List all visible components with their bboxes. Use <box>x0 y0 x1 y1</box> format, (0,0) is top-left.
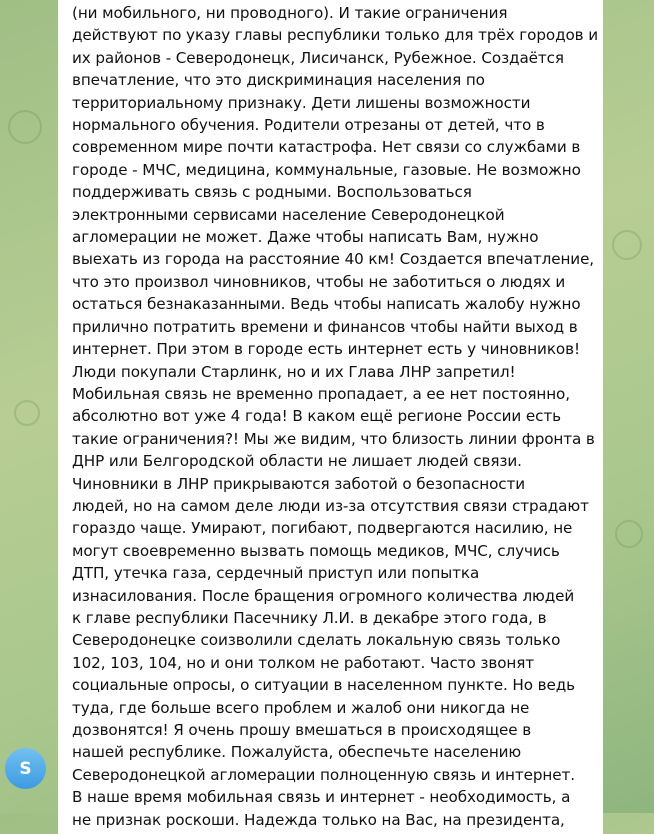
message-line: 102, 103, 104, но и они толком не работают. Часто звонят <box>72 653 535 672</box>
message-line: городе - МЧС, медицина, коммунальные, газовые. Не возможно <box>72 160 581 179</box>
message-line: (ни мобильного, ни проводного). И такие ограничения <box>72 4 508 22</box>
message-line: Чиновники в ЛНР прикрываются заботой о безопасности <box>72 474 526 493</box>
message-line: интернет. При этом в городе есть интернет есть у чиновников! <box>72 340 580 359</box>
message-line: впечатление, что это дискриминация населения по <box>72 71 485 90</box>
message-line: прилично потратить времени и финансов чтобы найти выход в <box>72 317 578 336</box>
message-line: не признак роскоши. Надежда только на Вас, на президента, <box>72 810 565 829</box>
message-line: территориальному признаку. Дети лишены возможности <box>72 93 531 112</box>
message-line: Северодонецке соизволили сделать локальную связь только <box>72 631 561 650</box>
message-line: Мобильная связь не временно пропадает, а ее нет постоянно, <box>72 384 570 403</box>
message-line: ДТП, утечка газа, сердечный приступ или попытка <box>72 564 480 583</box>
message-line: остаться безнаказанными. Ведь чтобы написать жалобу нужно <box>72 295 581 314</box>
message-line: поддерживать связь с родными. Воспользоваться <box>72 183 472 202</box>
sender-avatar[interactable] <box>5 748 46 789</box>
message-line: гораздо чаще. Умирают, погибают, подвергаются насилию, не <box>72 519 573 538</box>
message-line: современном мире почти катастрофа. Нет связи со службами в <box>72 138 581 157</box>
background-doodle <box>612 230 642 260</box>
message-line: могут своевременно вызвать помощь медиков, МЧС, случись <box>72 541 560 560</box>
message-line: действуют по указу главы республики только для трёх городов и <box>72 26 599 45</box>
message-line: агломерации не может. Даже чтобы написать Вам, нужно <box>72 228 539 247</box>
message-line: их районов - Северодонецк, Лисичанск, Рубежное. Создаётся <box>72 48 564 67</box>
message-line: нормального обучения. Родители отрезаны от детей, что в <box>72 116 545 135</box>
message-line: социальные опросы, о ситуации в населенном пункте. Но ведь <box>72 676 575 695</box>
message-line: людей, но на самом деле люди из-за отсутствия связи страдают <box>72 496 589 515</box>
avatar-initial: S <box>19 758 32 779</box>
background-doodle <box>14 400 40 426</box>
message-line: электронными сервисами население Северодонецкой <box>72 205 505 224</box>
message-line: абсолютно вот уже 4 года! В каком ещё регионе России есть <box>72 407 561 426</box>
message-line: В наше время мобильная связь и интернет - необходимость, а <box>72 788 571 807</box>
message-text <box>72 2 612 831</box>
message-line: Северодонецкой агломерации полноценную связь и интернет. <box>72 765 575 784</box>
message-line: к главе республики Пасечнику Л.И. в декабре этого года, в <box>72 608 547 627</box>
message-line: что это произвол чиновников, чтобы не заботиться о людях и <box>72 272 566 291</box>
background-doodle <box>615 520 643 548</box>
message-line: ДНР или Белгородской области не лишает людей связи. <box>72 452 522 471</box>
message-line: выехать из города на расстояние 40 км! Создается впечатление, <box>72 250 595 269</box>
message-line: туда, где больше всего проблем и жалоб они никогда не <box>72 698 530 717</box>
message-line: нашей республике. Пожалуйста, обеспечьте населению <box>72 743 522 762</box>
message-line: дозвонятся! Я очень прошу вмешаться в происходящее в <box>72 721 532 739</box>
message-line: Люди покупали Старлинк, но и их Глава ЛНР запретил! <box>72 362 516 381</box>
message-line: такие ограничения?! Мы же видим, что близость линии фронта в <box>72 429 595 448</box>
message-line: изнасилования. После бращения огромного количества людей <box>72 586 575 605</box>
background-doodle <box>8 110 42 144</box>
